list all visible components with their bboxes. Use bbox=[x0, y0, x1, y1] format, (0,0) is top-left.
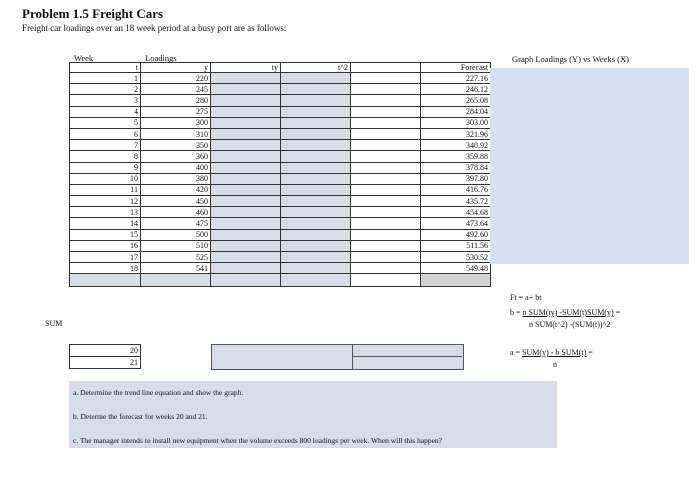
week-cell: 17 bbox=[70, 252, 141, 263]
ty-input-cell[interactable] bbox=[211, 240, 281, 251]
loading-cell: 275 bbox=[141, 106, 211, 117]
forecast-cell: 549.48 bbox=[421, 263, 491, 274]
table-row bbox=[70, 106, 491, 117]
table-row bbox=[70, 196, 491, 207]
forecast-cell: 397.80 bbox=[421, 173, 491, 184]
loading-cell: 400 bbox=[141, 162, 211, 173]
prediction-input-ty[interactable] bbox=[211, 344, 353, 370]
week-cell: 13 bbox=[70, 207, 141, 218]
header-ty-cell: ty bbox=[211, 63, 281, 73]
week-cell: 18 bbox=[70, 263, 141, 274]
table-row bbox=[70, 140, 491, 151]
t2-input-cell[interactable] bbox=[281, 229, 351, 240]
t2-input-cell[interactable] bbox=[281, 95, 351, 106]
problem-subtitle: Freight car loadings over an 18 week period at a busy port are as follows: bbox=[22, 23, 287, 33]
sum-cell[interactable] bbox=[141, 274, 211, 287]
question-b: b. Determe the forecast for weeks 20 and 21. bbox=[73, 412, 208, 421]
forecast-cell: 530.52 bbox=[421, 252, 491, 263]
table-row bbox=[70, 173, 491, 184]
week-cell: 5 bbox=[70, 117, 141, 128]
formula-b-numerator: n SUM(ty) -SUM(t)SUM(y) bbox=[522, 308, 614, 317]
empty-cell bbox=[351, 207, 421, 218]
week-cell: 6 bbox=[70, 128, 141, 139]
sum-cell[interactable] bbox=[70, 274, 141, 287]
sum-cell[interactable] bbox=[281, 274, 351, 287]
t2-input-cell[interactable] bbox=[281, 140, 351, 151]
week-cell: 15 bbox=[70, 229, 141, 240]
loading-cell: 245 bbox=[141, 84, 211, 95]
loadings-table bbox=[69, 62, 491, 287]
ty-input-cell[interactable] bbox=[211, 196, 281, 207]
forecast-cell: 265.08 bbox=[421, 95, 491, 106]
prediction-input-forecast[interactable] bbox=[352, 344, 464, 370]
t2-input-cell[interactable] bbox=[281, 73, 351, 84]
formula-b-prefix: b = bbox=[510, 308, 523, 317]
week-cell: 16 bbox=[70, 240, 141, 251]
loading-cell: 541 bbox=[141, 263, 211, 274]
prediction-table bbox=[69, 344, 141, 369]
loadings-table-body bbox=[70, 63, 491, 287]
forecast-cell: 473.64 bbox=[421, 218, 491, 229]
graph-title: Graph Loadings (Y) vs Weeks (X) bbox=[512, 54, 629, 64]
t2-input-cell[interactable] bbox=[281, 184, 351, 195]
header-loadings: Loadings bbox=[145, 53, 177, 63]
header-forecast-cell: Forecast bbox=[421, 63, 491, 73]
empty-cell bbox=[351, 73, 421, 84]
t2-input-cell[interactable] bbox=[281, 240, 351, 251]
header-t2-cell: t^2 bbox=[281, 63, 351, 73]
week-cell: 8 bbox=[70, 151, 141, 162]
header-y-cell: y bbox=[141, 63, 211, 73]
loading-cell: 380 bbox=[141, 173, 211, 184]
forecast-cell: 227.16 bbox=[421, 73, 491, 84]
forecast-cell: 454.68 bbox=[421, 207, 491, 218]
t2-input-cell[interactable] bbox=[281, 84, 351, 95]
empty-cell bbox=[351, 240, 421, 251]
forecast-cell: 359.88 bbox=[421, 151, 491, 162]
loading-cell: 300 bbox=[141, 117, 211, 128]
question-a: a. Determine the trend line equation and show the graph. bbox=[73, 388, 244, 397]
loading-cell: 280 bbox=[141, 95, 211, 106]
prediction-week-cell: 21 bbox=[70, 357, 141, 369]
table-row bbox=[70, 117, 491, 128]
forecast-cell: 378.84 bbox=[421, 162, 491, 173]
t2-input-cell[interactable] bbox=[281, 252, 351, 263]
ty-input-cell[interactable] bbox=[211, 73, 281, 84]
empty-cell bbox=[351, 128, 421, 139]
table-row bbox=[70, 252, 491, 263]
week-cell: 9 bbox=[70, 162, 141, 173]
ty-input-cell[interactable] bbox=[211, 252, 281, 263]
week-cell: 2 bbox=[70, 84, 141, 95]
sum-label: SUM bbox=[45, 319, 63, 328]
sum-row bbox=[70, 274, 491, 287]
loading-cell: 500 bbox=[141, 229, 211, 240]
formula-ft: Ft = a+ bt bbox=[510, 293, 542, 302]
empty-cell bbox=[351, 140, 421, 151]
empty-cell bbox=[351, 151, 421, 162]
formula-a-prefix: a = bbox=[510, 348, 523, 357]
header-t-cell: t bbox=[70, 63, 141, 73]
week-cell: 1 bbox=[70, 73, 141, 84]
empty-cell bbox=[351, 117, 421, 128]
sum-cell[interactable] bbox=[421, 274, 491, 287]
week-cell: 12 bbox=[70, 196, 141, 207]
week-cell: 3 bbox=[70, 95, 141, 106]
formula-b bbox=[510, 308, 620, 317]
prediction-divider bbox=[352, 356, 462, 357]
t2-input-cell[interactable] bbox=[281, 263, 351, 274]
ty-input-cell[interactable] bbox=[211, 128, 281, 139]
ty-input-cell[interactable] bbox=[211, 84, 281, 95]
ty-input-cell[interactable] bbox=[211, 173, 281, 184]
graph-area[interactable] bbox=[490, 68, 689, 264]
formula-a-denominator: n bbox=[553, 360, 557, 369]
week-cell: 11 bbox=[70, 184, 141, 195]
loading-cell: 420 bbox=[141, 184, 211, 195]
ty-input-cell[interactable] bbox=[211, 218, 281, 229]
table-row bbox=[70, 128, 491, 139]
ty-input-cell[interactable] bbox=[211, 184, 281, 195]
empty-cell bbox=[351, 252, 421, 263]
loading-cell: 475 bbox=[141, 218, 211, 229]
forecast-cell: 492.60 bbox=[421, 229, 491, 240]
empty-cell bbox=[351, 162, 421, 173]
loading-cell: 360 bbox=[141, 151, 211, 162]
prediction-row bbox=[70, 357, 141, 369]
formula-a-equals: = bbox=[586, 348, 593, 357]
sum-cell bbox=[351, 274, 421, 287]
table-row bbox=[70, 263, 491, 274]
week-cell: 4 bbox=[70, 106, 141, 117]
week-cell: 7 bbox=[70, 140, 141, 151]
empty-cell bbox=[351, 173, 421, 184]
loading-cell: 310 bbox=[141, 128, 211, 139]
problem-title: Problem 1.5 Freight Cars bbox=[22, 6, 164, 21]
loading-cell: 350 bbox=[141, 140, 211, 151]
table-row bbox=[70, 162, 491, 173]
empty-cell bbox=[351, 184, 421, 195]
ty-input-cell[interactable] bbox=[211, 207, 281, 218]
forecast-cell: 321.96 bbox=[421, 128, 491, 139]
loading-cell: 450 bbox=[141, 196, 211, 207]
forecast-cell: 303.00 bbox=[421, 117, 491, 128]
empty-cell bbox=[351, 263, 421, 274]
table-row bbox=[70, 151, 491, 162]
ty-input-cell[interactable] bbox=[211, 229, 281, 240]
empty-cell bbox=[351, 196, 421, 207]
empty-cell bbox=[351, 84, 421, 95]
table-row bbox=[70, 184, 491, 195]
formula-b-denominator: n SUM(t^2) -(SUM(t))^2 bbox=[529, 320, 611, 329]
header-empty-cell bbox=[351, 63, 421, 73]
loading-cell: 510 bbox=[141, 240, 211, 251]
ty-input-cell[interactable] bbox=[211, 106, 281, 117]
sum-cell[interactable] bbox=[211, 274, 281, 287]
table-row bbox=[70, 229, 491, 240]
forecast-cell: 435.72 bbox=[421, 196, 491, 207]
table-row bbox=[70, 95, 491, 106]
ty-input-cell[interactable] bbox=[211, 117, 281, 128]
forecast-cell: 340.92 bbox=[421, 140, 491, 151]
week-cell: 10 bbox=[70, 173, 141, 184]
forecast-cell: 246.12 bbox=[421, 84, 491, 95]
forecast-cell: 511.56 bbox=[421, 240, 491, 251]
t2-input-cell[interactable] bbox=[281, 218, 351, 229]
formula-a-numerator: SUM(y) - b SUM(t) bbox=[522, 348, 587, 357]
formula-b-equals: = bbox=[613, 308, 621, 317]
forecast-cell: 284.04 bbox=[421, 106, 491, 117]
loading-cell: 525 bbox=[141, 252, 211, 263]
table-row bbox=[70, 207, 491, 218]
formula-a bbox=[510, 348, 593, 357]
empty-cell bbox=[351, 229, 421, 240]
t2-input-cell[interactable] bbox=[281, 151, 351, 162]
week-cell: 14 bbox=[70, 218, 141, 229]
forecast-cell: 416.76 bbox=[421, 184, 491, 195]
empty-cell bbox=[351, 95, 421, 106]
prediction-week-cell: 20 bbox=[70, 345, 141, 357]
question-c: c. The manager intends to install new equipment when the volume exceeds 800 loadings per week. When will this happen? bbox=[73, 436, 442, 445]
t2-input-cell[interactable] bbox=[281, 173, 351, 184]
table-row bbox=[70, 218, 491, 229]
ty-input-cell[interactable] bbox=[211, 151, 281, 162]
t2-input-cell[interactable] bbox=[281, 106, 351, 117]
table-row bbox=[70, 84, 491, 95]
table-row bbox=[70, 73, 491, 84]
header-week: Week bbox=[74, 53, 94, 63]
ty-input-cell[interactable] bbox=[211, 162, 281, 173]
loading-cell: 460 bbox=[141, 207, 211, 218]
t2-input-cell[interactable] bbox=[281, 207, 351, 218]
loading-cell: 220 bbox=[141, 73, 211, 84]
t2-input-cell[interactable] bbox=[281, 162, 351, 173]
table-header-row bbox=[70, 63, 491, 73]
empty-cell bbox=[351, 218, 421, 229]
ty-input-cell[interactable] bbox=[211, 263, 281, 274]
ty-input-cell[interactable] bbox=[211, 140, 281, 151]
prediction-row bbox=[70, 345, 141, 357]
t2-input-cell[interactable] bbox=[281, 128, 351, 139]
t2-input-cell[interactable] bbox=[281, 196, 351, 207]
t2-input-cell[interactable] bbox=[281, 117, 351, 128]
ty-input-cell[interactable] bbox=[211, 95, 281, 106]
empty-cell bbox=[351, 106, 421, 117]
table-row bbox=[70, 240, 491, 251]
